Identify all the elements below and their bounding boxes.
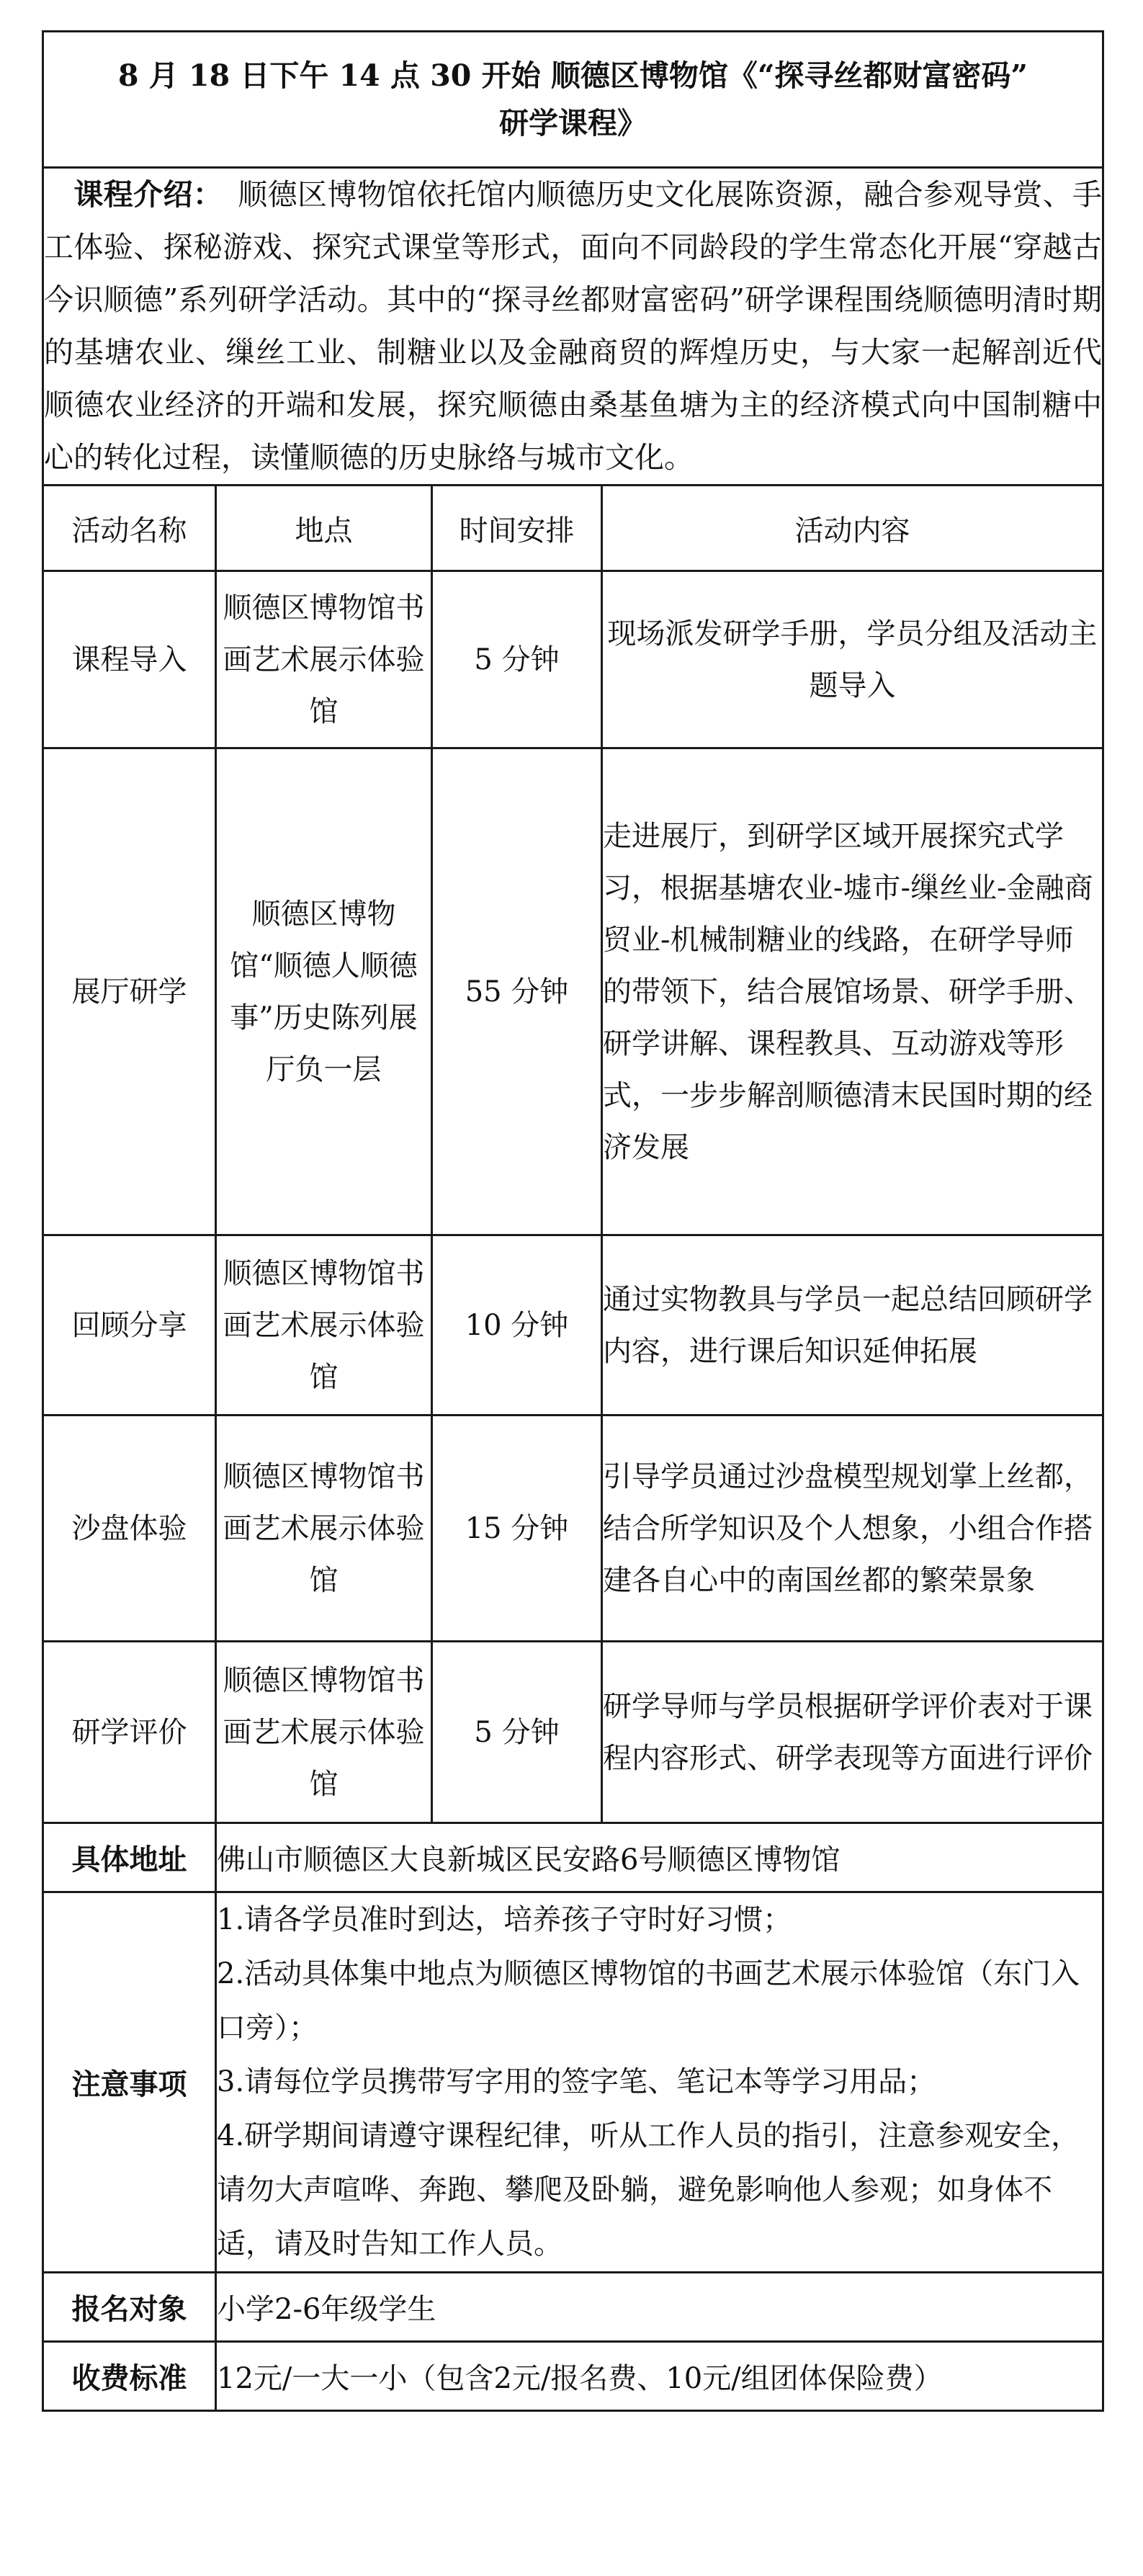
address-value: 佛山市顺德区大良新城区民安路6号顺德区博物馆 (216, 1823, 1103, 1892)
header-activity-name: 活动名称 (43, 486, 216, 571)
activity-location: 顺德区博物馆“顺德人顺德事”历史陈列展厅负一层 (216, 748, 432, 1235)
intro-text: 顺德区博物馆依托馆内顺德历史文化展陈资源，融合参观导赏、手工体验、探秘游戏、探究式课堂等形式，面向不同龄段的学生常态化开展“穿越古今识顺德”系列研学活动。其中的“探寻丝都财富密码”研学课程围绕顺德明清时期的基塘农业、缫丝工业、制糖业以及金融商贸的辉煌历史，与大家一起解剖近代顺德农业经济的开端和发展，探究顺德由桑基鱼塘为主的经济模式向中国制糖中心的转化过程，读懂顺德的历史脉络与城市文化。 (44, 177, 1103, 475)
activity-content: 走进展厅，到研学区域开展探究式学习，根据基塘农业-墟市-缫丝业-金融商贸业-机械制糖业的线路，在研学导师的带领下，结合展馆场景、研学手册、研学讲解、课程教具、互动游戏等形式，一步步解剖顺德清末民国时期的经济发展 (602, 748, 1103, 1235)
document-title (43, 32, 1103, 168)
table-header-row (43, 486, 1103, 571)
table-row (43, 571, 1103, 748)
activity-name: 课程导入 (43, 571, 216, 748)
intro-label: 课程介绍： (73, 177, 223, 212)
activity-location: 顺德区博物馆书画艺术展示体验馆 (216, 1642, 432, 1823)
table-row (43, 748, 1103, 1235)
notes-row (43, 1892, 1103, 2273)
activity-content: 通过实物教具与学员一起总结回顾研学内容，进行课后知识延伸拓展 (602, 1235, 1103, 1416)
fee-label: 收费标准 (43, 2342, 216, 2411)
table-row (43, 1642, 1103, 1823)
activity-time: 5 分钟 (432, 1642, 602, 1823)
title-line-2: 研学课程》 (499, 106, 647, 140)
audience-value: 小学2-6年级学生 (216, 2273, 1103, 2342)
table-row (43, 1416, 1103, 1642)
activity-content: 引导学员通过沙盘模型规划掌上丝都，结合所学知识及个人想象，小组合作搭建各自心中的南国丝都的繁荣景象 (602, 1416, 1103, 1642)
notes-label: 注意事项 (43, 1892, 216, 2273)
activity-name: 沙盘体验 (43, 1416, 216, 1642)
activity-time: 5 分钟 (432, 571, 602, 748)
title-line-1: 8 月 18 日下午 14 点 30 开始 顺德区博物馆《“探寻丝都财富密码” (117, 58, 1028, 93)
header-content: 活动内容 (602, 486, 1103, 571)
activity-location: 顺德区博物馆书画艺术展示体验馆 (216, 1416, 432, 1642)
course-intro (43, 168, 1103, 486)
notes-list (216, 1892, 1103, 2273)
activity-name: 回顾分享 (43, 1235, 216, 1416)
activity-name: 研学评价 (43, 1642, 216, 1823)
note-item: 2.活动具体集中地点为顺德区博物馆的书画艺术展示体验馆（东门入口旁）； (217, 1957, 1080, 2044)
fee-value: 12元/一大一小（包含2元/报名费、10元/组团体保险费） (216, 2342, 1103, 2411)
activity-location: 顺德区博物馆书画艺术展示体验馆 (216, 571, 432, 748)
activity-location: 顺德区博物馆书画艺术展示体验馆 (216, 1235, 432, 1416)
course-table (42, 30, 1104, 2412)
audience-label: 报名对象 (43, 2273, 216, 2342)
header-time: 时间安排 (432, 486, 602, 571)
table-row (43, 1235, 1103, 1416)
activity-content: 研学导师与学员根据研学评价表对于课程内容形式、研学表现等方面进行评价 (602, 1642, 1103, 1823)
activity-time: 15 分钟 (432, 1416, 602, 1642)
audience-row (43, 2273, 1103, 2342)
activity-time: 10 分钟 (432, 1235, 602, 1416)
address-label: 具体地址 (43, 1823, 216, 1892)
note-item: 3.请每位学员携带写字用的签字笔、笔记本等学习用品； (217, 2065, 936, 2098)
note-item: 4.研学期间请遵守课程纪律，听从工作人员的指引，注意参观安全，请勿大声喧哗、奔跑、攀爬及卧躺，避免影响他人参观；如身体不适，请及时告知工作人员。 (217, 2119, 1080, 2260)
fee-row (43, 2342, 1103, 2411)
note-item: 1.请各学员准时到达，培养孩子守时好习惯； (217, 1903, 792, 1936)
activity-content: 现场派发研学手册，学员分组及活动主题导入 (602, 571, 1103, 748)
header-location: 地点 (216, 486, 432, 571)
activity-name: 展厅研学 (43, 748, 216, 1235)
activity-time: 55 分钟 (432, 748, 602, 1235)
address-row (43, 1823, 1103, 1892)
